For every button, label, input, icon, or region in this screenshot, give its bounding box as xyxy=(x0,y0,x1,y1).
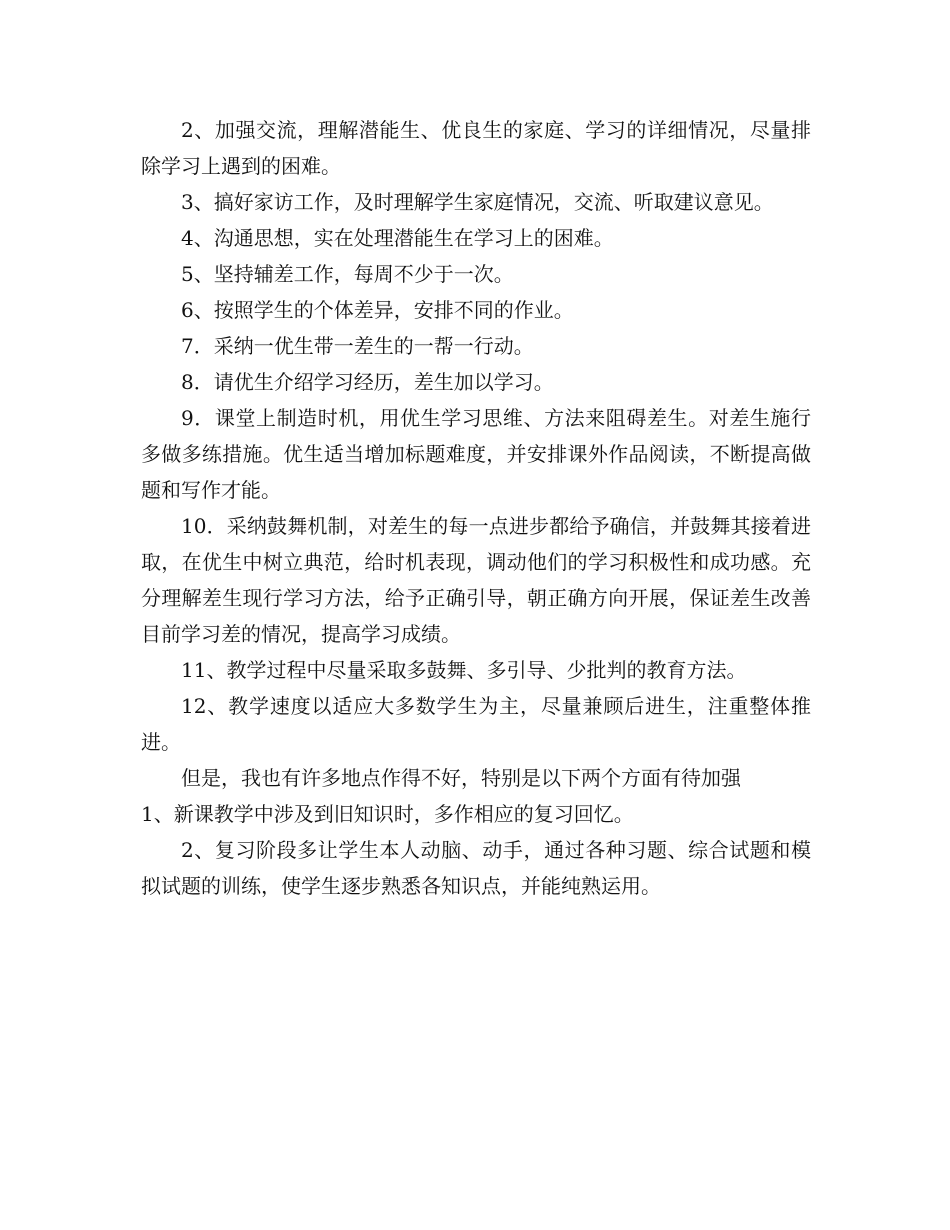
paragraph-item-12: 12、教学速度以适应大多数学生为主，尽量兼顾后进生，注重整体推进。 xyxy=(141,694,811,754)
paragraph-item-2: 2、加强交流，理解潜能生、优良生的家庭、学习的详细情况，尽量排除学习上遇到的困难。 xyxy=(141,118,811,178)
paragraph-item-11: 11、教学过程中尽量采取多鼓舞、多引导、少批判的教育方法。 xyxy=(181,658,747,682)
paragraph-item-9: 9．课堂上制造时机，用优生学习思维、方法来阻碍差生。对差生施行多做多练措施。优生适当增加标题难度，并安排课外作品阅读，不断提高做题和写作才能。 xyxy=(141,406,811,502)
paragraph-item-7: 7．采纳一优生带一差生的一帮一行动。 xyxy=(181,334,534,358)
paragraph-item-5: 5、坚持辅差工作，每周不少于一次。 xyxy=(181,262,514,286)
paragraph-item-10: 10．采纳鼓舞机制，对差生的每一点进步都给予确信，并鼓舞其接着进取，在优生中树立典范，给时机表现，调动他们的学习积极性和成功感。充分理解差生现行学习方法，给予正确引导，朝正确方向开展，保证差生改善目前学习差的情况，提高学习成绩。 xyxy=(141,514,811,646)
paragraph-shortcoming-2: 2、复习阶段多让学生本人动脑、动手，通过各种习题、综合试题和模拟试题的训练，使学生逐步熟悉各知识点，并能纯熟运用。 xyxy=(141,838,811,898)
paragraph-shortcoming-1: 1、新课教学中涉及到旧知识时，多作相应的复习回忆。 xyxy=(141,802,634,826)
paragraph-item-3: 3、搞好家访工作，及时理解学生家庭情况，交流、听取建议意见。 xyxy=(181,190,774,214)
paragraph-item-4: 4、沟通思想，实在处理潜能生在学习上的困难。 xyxy=(181,226,614,250)
paragraph-shortcomings-intro: 但是，我也有许多地点作得不好，特别是以下两个方面有待加强 xyxy=(181,766,741,790)
paragraph-item-6: 6、按照学生的个体差异，安排不同的作业。 xyxy=(181,298,574,322)
paragraph-item-8: 8．请优生介绍学习经历，差生加以学习。 xyxy=(181,370,554,394)
document-body xyxy=(141,112,811,904)
